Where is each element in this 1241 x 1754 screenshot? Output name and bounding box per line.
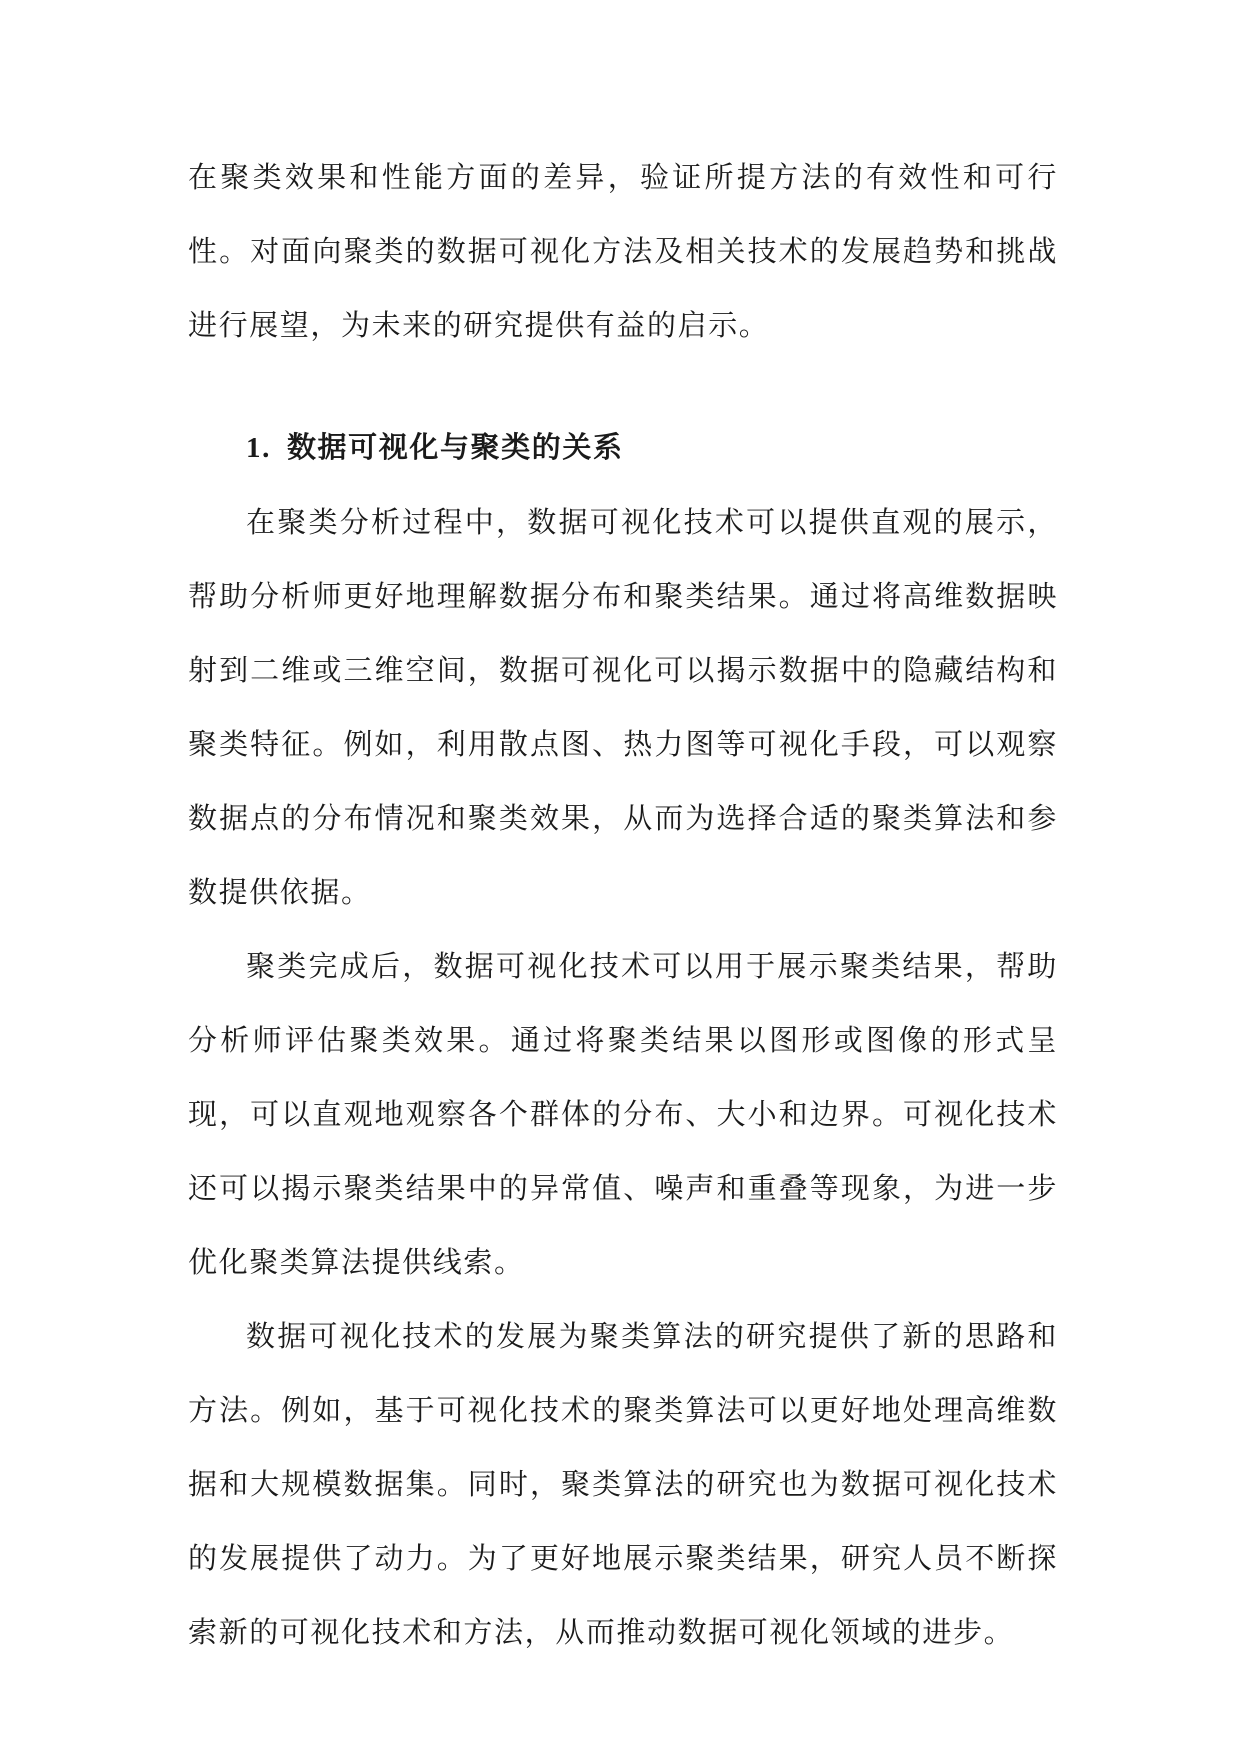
section-number: 1.	[246, 432, 271, 464]
section-title: 数据可视化与聚类的关系	[286, 430, 624, 464]
intro-paragraph: 在聚类效果和性能方面的差异，验证所提方法的有效性和可行性。对面向聚类的数据可视化方法及相关技术的发展趋势和挑战进行展望，为未来的研究提供有益的启示。	[188, 160, 1058, 342]
body-paragraph-3: 数据可视化技术的发展为聚类算法的研究提供了新的思路和方法。例如，基于可视化技术的聚类算法可以更好地处理高维数据和大规模数据集。同时，聚类算法的研究也为数据可视化技术的发展提供了动力。为了更好地展示聚类结果，研究人员不断探索新的可视化技术和方法，从而推动数据可视化领域的进步。	[188, 1319, 1058, 1649]
section-spacer	[188, 362, 1058, 410]
body-paragraph-1: 在聚类分析过程中，数据可视化技术可以提供直观的展示，帮助分析师更好地理解数据分布和聚类结果。通过将高维数据映射到二维或三维空间，数据可视化可以揭示数据中的隐藏结构和聚类特征。例如，利用散点图、热力图等可视化手段，可以观察数据点的分布情况和聚类效果，从而为选择合适的聚类算法和参数提供依据。	[188, 505, 1058, 909]
body-paragraph-2: 聚类完成后，数据可视化技术可以用于展示聚类结果，帮助分析师评估聚类效果。通过将聚类结果以图形或图像的形式呈现，可以直观地观察各个群体的分布、大小和边界。可视化技术还可以揭示聚类结果中的异常值、噪声和重叠等现象，为进一步优化聚类算法提供线索。	[188, 949, 1058, 1279]
document-body	[188, 140, 1058, 1669]
section-heading	[188, 410, 1058, 485]
